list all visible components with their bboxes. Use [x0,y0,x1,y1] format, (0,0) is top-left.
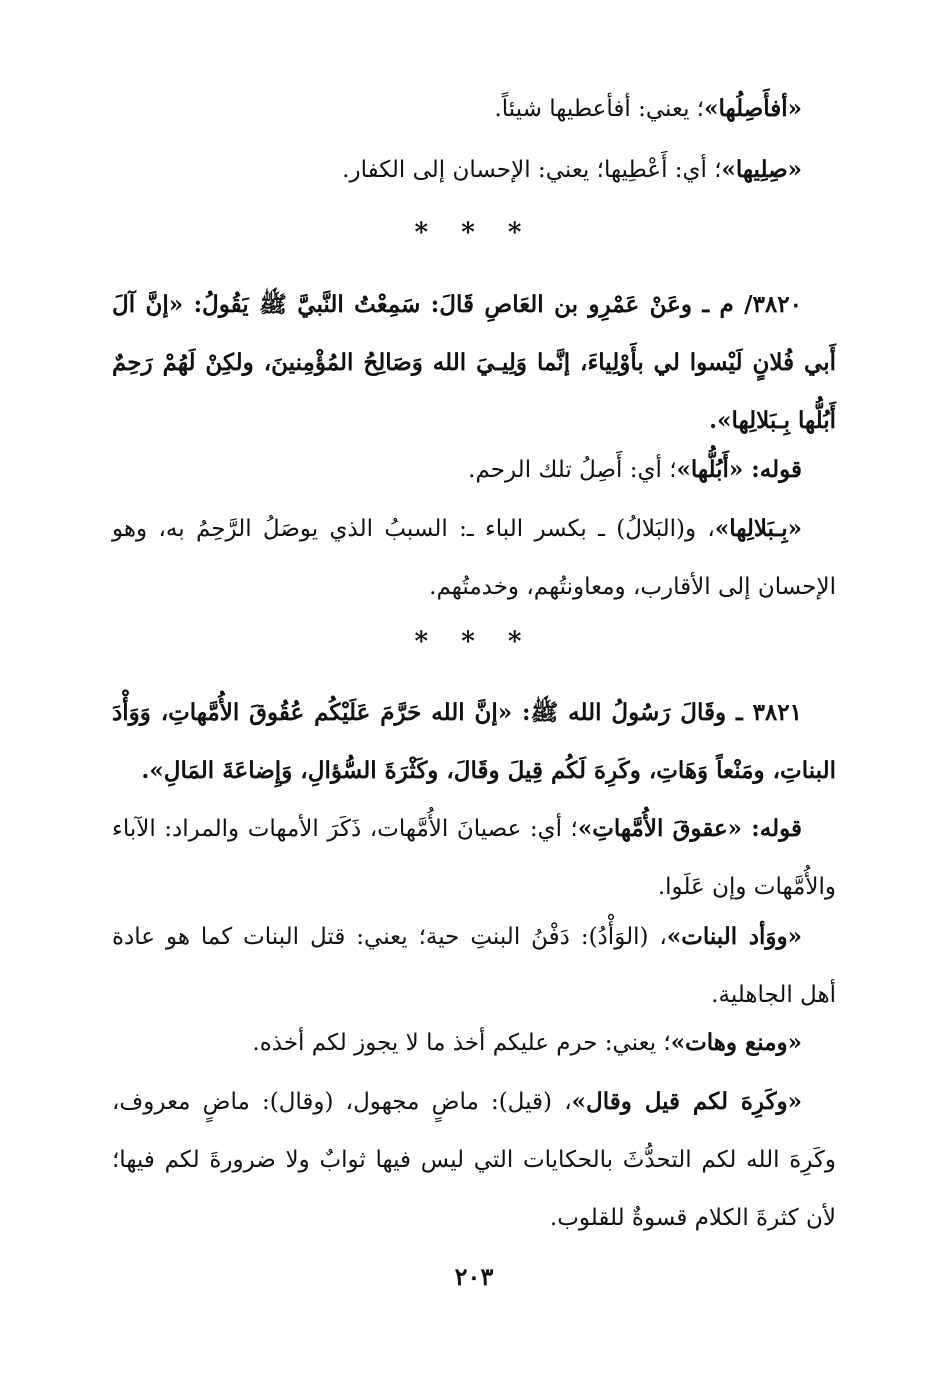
hadith-text: ٣٨٢٠/ م ـ وعَنْ عَمْرِو بن العَاصِ قَالَ: سَمِعْتُ النَّبيَّ ﷺ يَقُولُ: «إنَّ آلَ أَبي فُلانٍ لَيْسوا لي بأَوْلِياءَ، إنَّما وَلِيـيَ الله وَصَالِحُ المُؤْمِنينَ، ولكِنْ لَهُمْ رَحِمٌ أَبُلُّها بِـبَلالِها». [112,291,836,434]
hadith-3821 [112,684,836,800]
quoted-term: قوله: «أَبُلُّها» [676,456,802,483]
paragraph-9 [112,1014,836,1072]
explanation-text: ؛ يعني: حرم عليكم أخذ ما لا يجوز لكم أخذه. [252,1030,671,1056]
explanation-text: ، و(البَلالُ) ـ بكسر الباء ـ: السببُ الذي يوصَلُ الرَّحِمُ به، وهو الإحسان إلى الأقارب، ومعاونتُهم، وخدمتُهم. [112,516,836,600]
quoted-term: «أفأَصِلُها» [704,95,802,122]
explanation-text: ؛ يعني: أفأعطيها شيئاً. [494,96,705,122]
quoted-term: «بِـبَلالِها» [714,515,802,542]
section-separator: * * * [414,218,534,248]
quoted-term: «ووَأد البنات» [666,923,802,950]
explanation-text: ، (الوَأْدُ): دَفْنُ البنتِ حية؛ يعني: قتل البنات كما هو عادة أهل الجاهلية. [112,924,836,1008]
paragraph-4 [112,441,836,499]
paragraph-1 [112,80,836,138]
hadith-text: ٣٨٢١ ـ وقَالَ رَسُولُ الله ﷺ: «إنَّ الله حَرَّمَ عَلَيْكُم عُقُوقَ الأُمَّهاتِ، وَوَأْدَ البناتِ، ومَنْعاً وَهَاتِ، وكَرِهَ لَكُم قِيلَ وقَالَ، وكَثْرَةَ السُّؤالِ، وَإِضاعَةَ المَالِ». [112,699,836,784]
explanation-text: ؛ أي: أَصِلُ تلك الرحم. [468,457,677,483]
explanation-text: ؛ أي: عصيانَ الأُمَّهات، ذَكَرَ الأمهات والمراد: الآباء والأُمَّهات وإن عَلَوا. [112,816,836,900]
paragraph-7 [112,800,836,916]
section-separator: * * * [414,627,534,657]
paragraph-10 [112,1073,836,1247]
page-number: ٢٠٣ [454,1262,494,1291]
paragraph-5 [112,500,836,616]
quoted-term: «وكَرِهَ لكم قيل وقال» [571,1088,802,1115]
quoted-term: قوله: «عقوقَ الأُمَّهاتِ» [577,815,802,842]
paragraph-8 [112,908,836,1024]
explanation-text: ، (قيل): ماضٍ مجهول، (وقال): ماضٍ معروف، وكَرِهَ الله لكم التحدُّثَ بالحكايات التي ليس فيها ثوابٌ ولا ضرورةَ لكم فيها؛ لأن كثرةَ الكلام قسوةٌ للقلوب. [112,1089,836,1231]
hadith-3820 [112,276,836,450]
paragraph-2 [112,141,836,199]
quoted-term: «ومنع وهات» [670,1029,802,1056]
quoted-term: «صِلِيها» [721,156,802,183]
explanation-text: ؛ أي: أَعْطِيها؛ يعني: الإحسان إلى الكفار. [342,157,722,183]
